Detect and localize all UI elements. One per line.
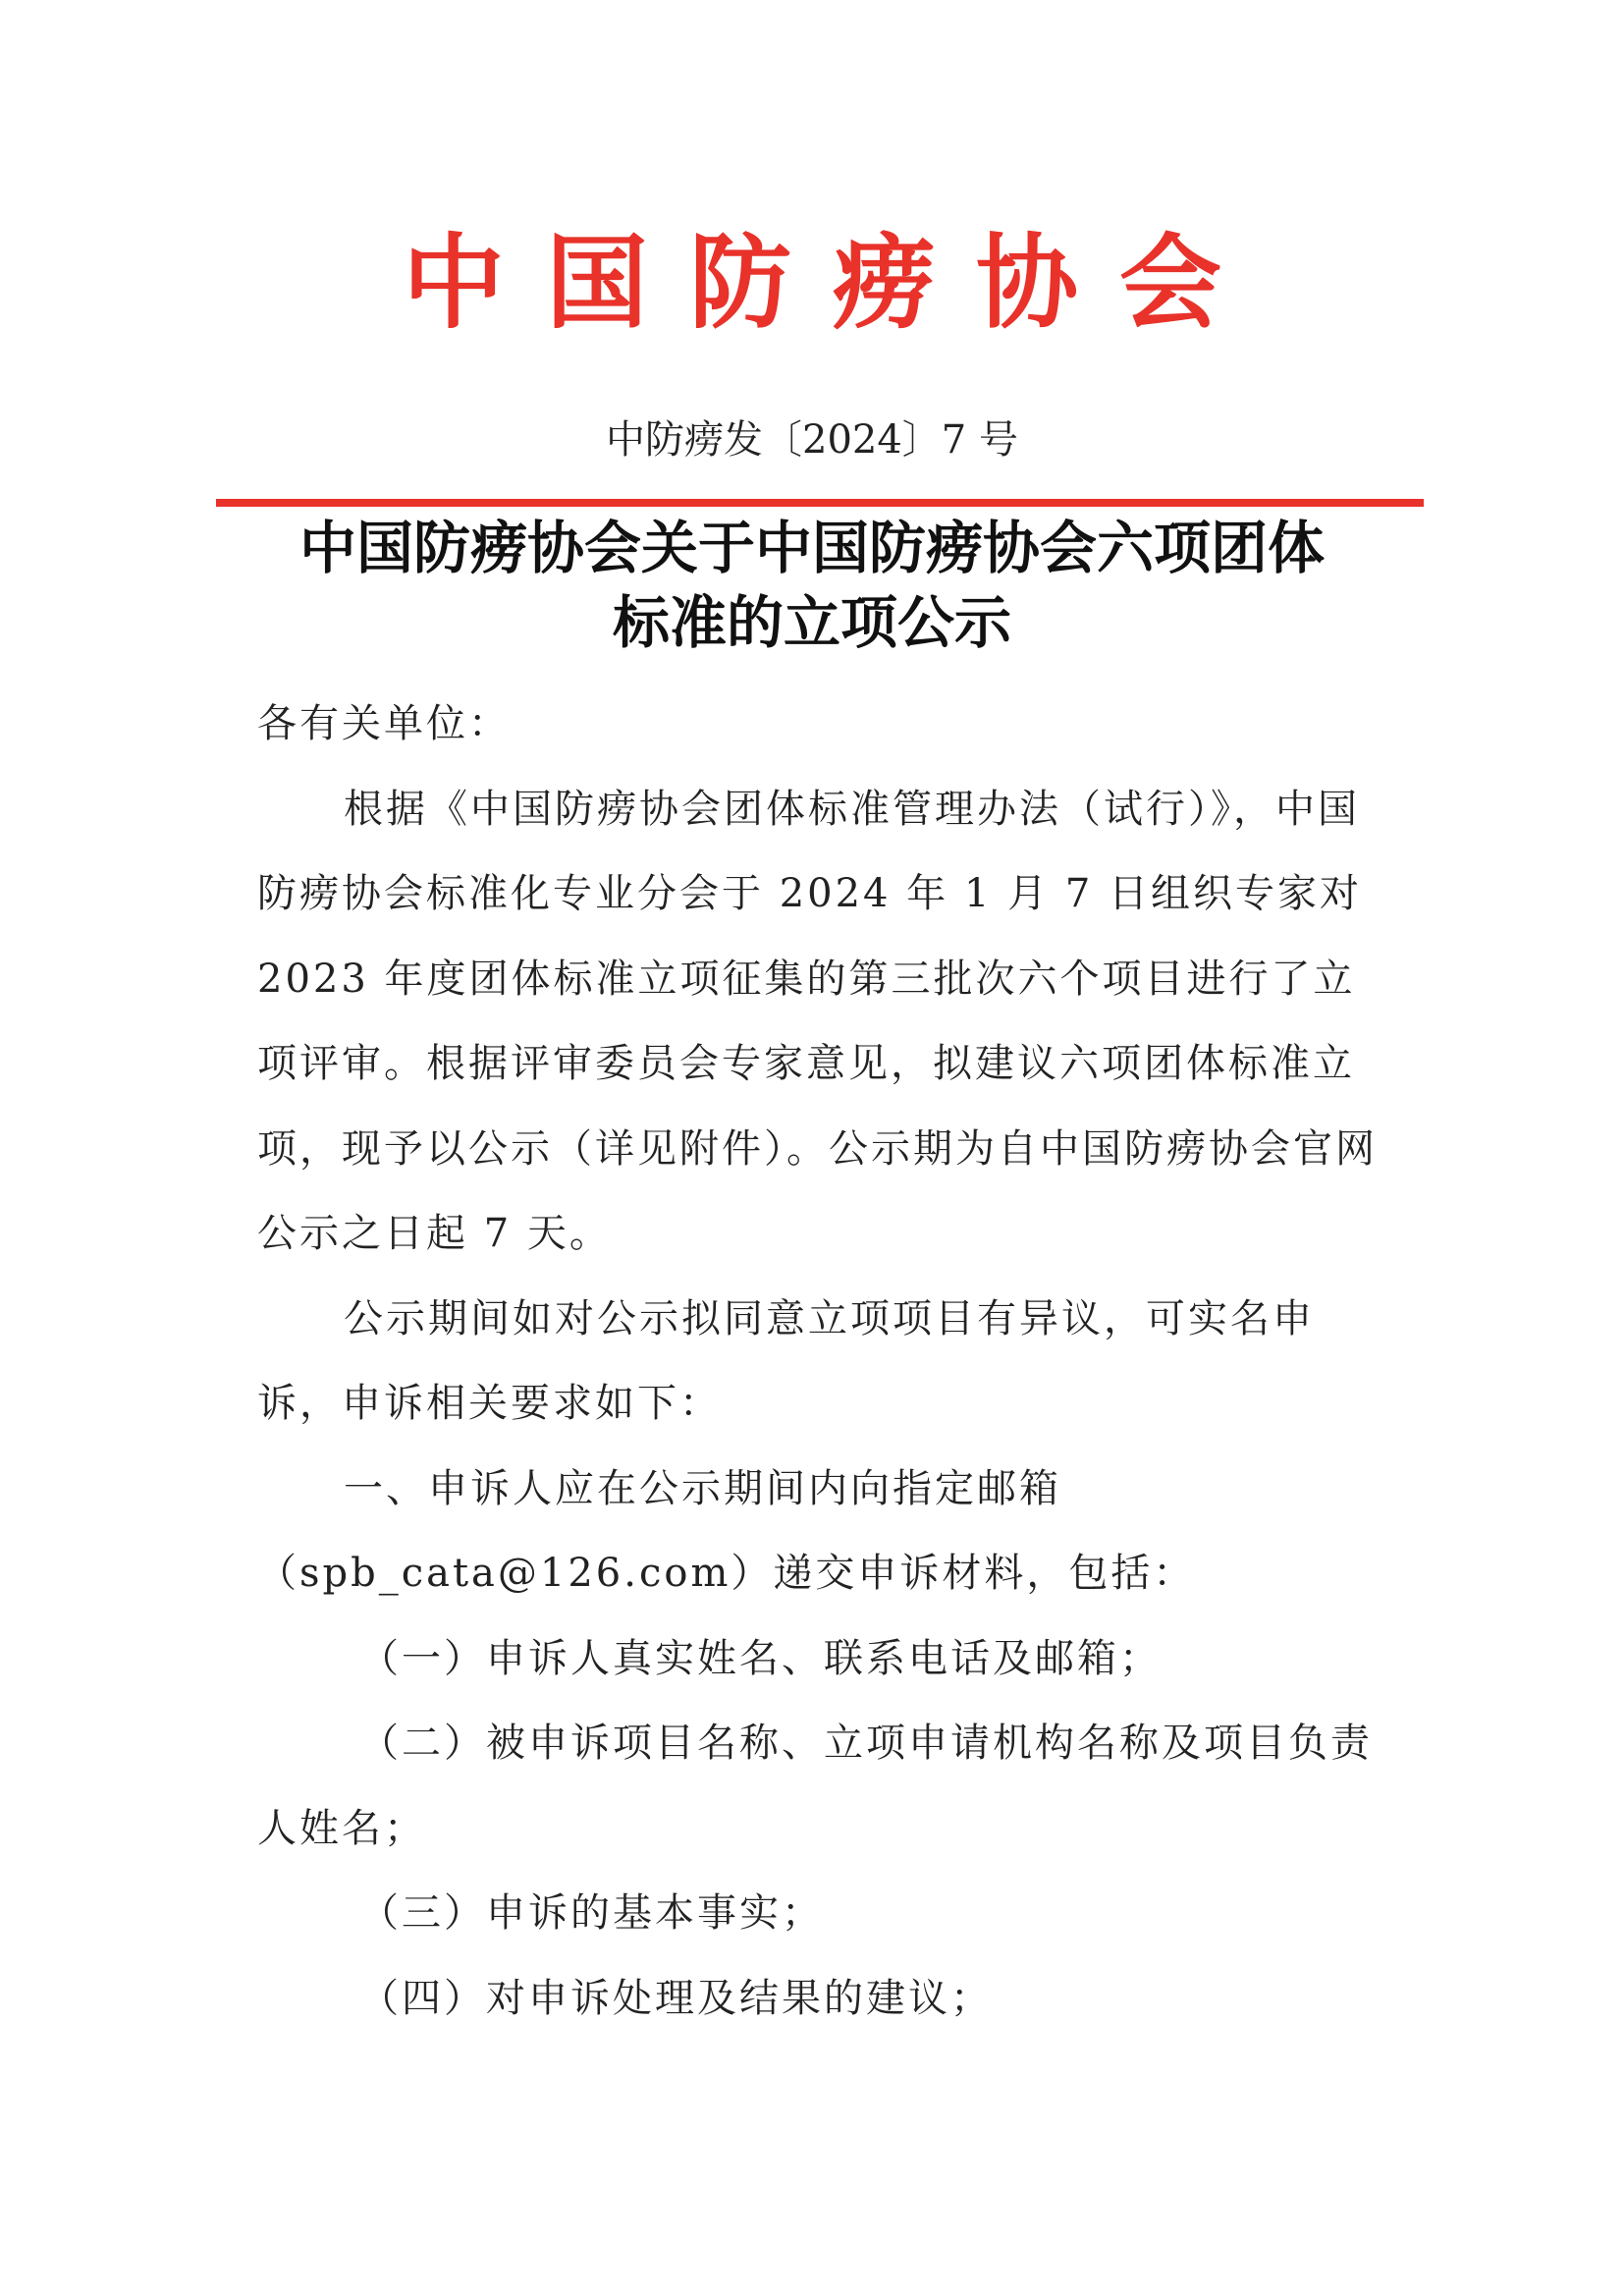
list-item-1: （一）申诉人真实姓名、联系电话及邮箱； — [359, 1635, 1162, 1681]
document-title-line2: 标准的立项公示 — [612, 589, 1011, 656]
list-item-2: （二）被申诉项目名称、立项申请机构名称及项目负责人姓名； — [257, 1721, 1373, 1851]
document-title — [177, 511, 1447, 660]
paragraph-3: 一、申诉人应在公示期间内向指定邮箱（spb_cata@126.com）递交申诉材料，包括： — [257, 1465, 1196, 1596]
red-divider — [216, 499, 1424, 507]
paragraph-1: 根据《中国防痨协会团体标准管理办法（试行）》，中国防痨协会标准化专业分会于 2024 年 1 月 7 日组织专家对 2023 年度团体标准立项征集的第三批次六个项目进行了立项评审。根据评审委员会专家意见，拟建议六项团体标准立项，现予以公示（详见附件）。公示期为自中国防痨协会官网公示之日起 7 天。 — [257, 786, 1378, 1256]
document-number: 中防痨发〔2024〕7 号 — [606, 417, 1018, 463]
list-item-4: （四）对申诉处理及结果的建议； — [359, 1975, 993, 2021]
org-title: 中国防痨协会 — [402, 223, 1263, 343]
document-body — [257, 682, 1396, 2041]
paragraph-2: 公示期间如对公示拟同意立项项目有异议，可实名申诉，申诉相关要求如下： — [257, 1295, 1315, 1426]
document-title-line1: 中国防痨协会关于中国防痨协会六项团体 — [298, 515, 1325, 581]
list-item-3: （三）申诉的基本事实； — [359, 1890, 824, 1936]
salutation: 各有关单位： — [257, 701, 511, 746]
